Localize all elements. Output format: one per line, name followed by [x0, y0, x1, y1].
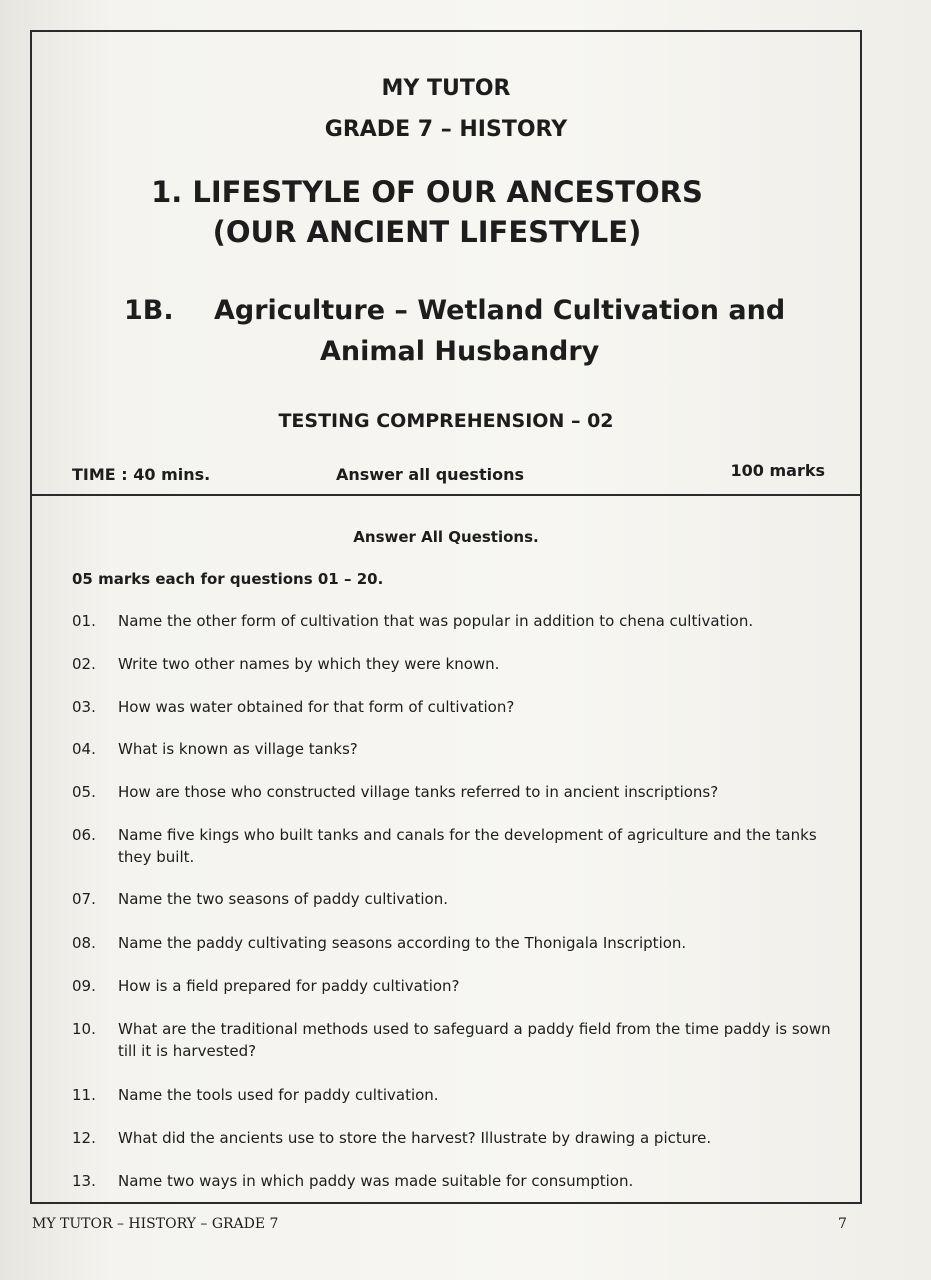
question-text: Name the two seasons of paddy cultivation. [118, 890, 448, 908]
question-text: What are the traditional methods used to safeguard a paddy field from the time paddy is sown till it is harvested? [118, 1020, 831, 1060]
header-divider [32, 494, 860, 496]
worksheet-frame [30, 30, 862, 1204]
question-number: 02. [72, 655, 96, 673]
question-number: 11. [72, 1086, 96, 1104]
question-text: How is a field prepared for paddy cultivation? [118, 977, 460, 995]
grade-subject: GRADE 7 – HISTORY [324, 117, 568, 142]
question-text: Name two ways in which paddy was made suitable for consumption. [118, 1172, 634, 1190]
school-name: MY TUTOR [381, 76, 511, 101]
question-text: How are those who constructed village tanks referred to in ancient inscriptions? [118, 783, 719, 801]
subtopic-title-line2: Animal Husbandry [320, 336, 600, 367]
question-number: 09. [72, 977, 96, 995]
time-allowed: TIME : 40 mins. [72, 465, 211, 484]
question-number: 13. [72, 1172, 96, 1190]
question-text: Name the paddy cultivating seasons according to the Thonigala Inscription. [118, 934, 687, 952]
subtopic-number: 1B. [124, 295, 174, 326]
test-title: TESTING COMPREHENSION – 02 [278, 410, 614, 432]
question-number: 12. [72, 1129, 96, 1147]
answer-all-note: Answer all questions [336, 465, 524, 484]
lesson-title-line2: (OUR ANCIENT LIFESTYLE) [212, 215, 642, 249]
question-number: 08. [72, 934, 96, 952]
question-number: 03. [72, 698, 96, 716]
question-number: 06. [72, 826, 96, 844]
question-number: 01. [72, 612, 96, 630]
question-text: What did the ancients use to store the harvest? Illustrate by drawing a picture. [118, 1129, 712, 1147]
question-number: 10. [72, 1020, 96, 1038]
lesson-title-line1: 1. LIFESTYLE OF OUR ANCESTORS [151, 175, 703, 209]
footer-title: MY TUTOR – HISTORY – GRADE 7 [32, 1216, 279, 1232]
subtopic-title-line1: Agriculture – Wetland Cultivation and [214, 295, 786, 326]
marks-note: 05 marks each for questions 01 – 20. [72, 570, 384, 588]
instructions-heading: Answer All Questions. [353, 528, 539, 546]
question-text: What is known as village tanks? [118, 740, 358, 758]
question-text: How was water obtained for that form of cultivation? [118, 698, 515, 716]
question-text: Write two other names by which they were known. [118, 655, 500, 673]
question-text: Name the other form of cultivation that was popular in addition to chena cultivation. [118, 612, 754, 630]
question-number: 04. [72, 740, 96, 758]
question-number: 05. [72, 783, 96, 801]
question-text: Name five kings who built tanks and canals for the development of agriculture and the tanks they built. [118, 826, 817, 866]
question-text: Name the tools used for paddy cultivation. [118, 1086, 439, 1104]
question-number: 07. [72, 890, 96, 908]
page-number: 7 [838, 1216, 847, 1232]
total-marks: 100 marks [730, 461, 825, 480]
